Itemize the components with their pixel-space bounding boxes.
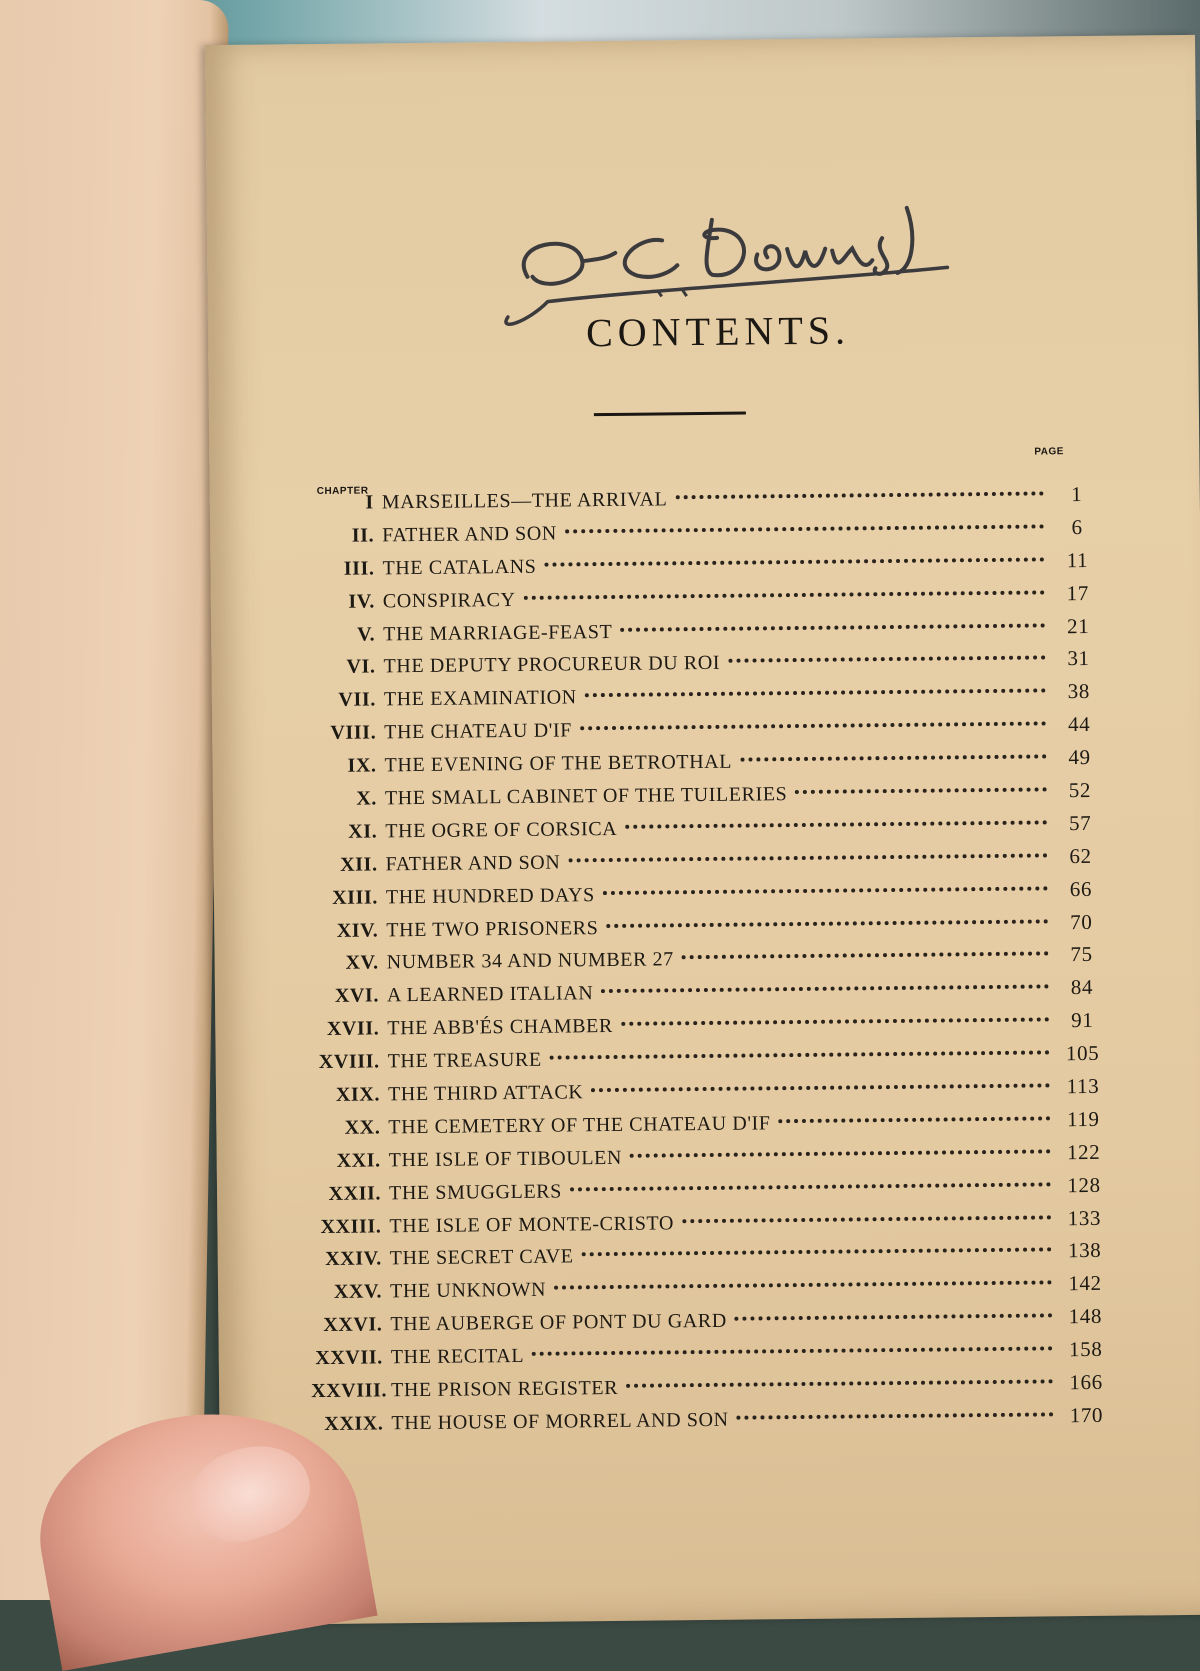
dot-leader	[779, 1116, 1051, 1123]
chapter-number: V.	[357, 622, 376, 646]
dot-leader	[606, 919, 1048, 928]
dot-leader	[603, 886, 1048, 895]
dot-leader	[524, 590, 1045, 599]
dot-leader	[682, 952, 1049, 960]
chapter-number: XI.	[348, 820, 378, 843]
chapter-number: XVI.	[334, 984, 380, 1008]
page-number: 133	[1067, 1205, 1102, 1230]
page-number: 31	[1067, 646, 1090, 671]
chapter-number: XIX.	[335, 1083, 381, 1106]
dot-leader	[550, 1051, 1050, 1060]
chapter-number: I	[365, 491, 374, 514]
chapter-title: MARSEILLES—THE ARRIVAL	[381, 488, 668, 514]
dot-leader	[580, 722, 1046, 731]
chapter-title: THE DEPUTY PROCUREUR DU ROI	[383, 652, 721, 678]
chapter-title: THE CEMETERY OF THE CHATEAU D'IF	[388, 1112, 771, 1139]
dot-leader	[630, 1149, 1051, 1157]
chapter-title: THE AUBERGE OF PONT DU GARD	[390, 1310, 727, 1336]
page-number: 1	[1071, 482, 1083, 507]
dot-leader	[582, 1248, 1052, 1257]
chapter-number: XXVI.	[323, 1313, 383, 1337]
page-number: 21	[1066, 613, 1090, 638]
page-number: 128	[1067, 1172, 1101, 1197]
title-rule	[594, 412, 746, 417]
page-number: 119	[1066, 1106, 1100, 1132]
chapter-title: THE THIRD ATTACK	[387, 1081, 584, 1106]
dot-leader	[728, 656, 1045, 663]
page-title: CONTENTS.	[585, 307, 851, 356]
dot-leader	[625, 820, 1047, 828]
chapter-title: THE OGRE OF CORSICA	[385, 817, 618, 843]
chapter-number: XII.	[340, 853, 378, 876]
chapter-title: FATHER AND SON	[385, 851, 561, 876]
chapter-title: THE HUNDRED DAYS	[385, 883, 595, 909]
dot-leader	[626, 1379, 1053, 1387]
dot-leader	[532, 1347, 1053, 1356]
chapter-number: XVIII.	[318, 1050, 380, 1074]
dot-leader	[737, 1412, 1054, 1419]
dot-leader	[620, 623, 1045, 631]
table-of-contents	[302, 482, 1112, 1444]
dot-leader	[585, 689, 1046, 698]
page-number: 49	[1068, 745, 1091, 770]
page-number: 158	[1068, 1337, 1103, 1362]
dot-leader	[544, 557, 1044, 566]
chapter-title: THE ISLE OF TIBOULEN	[388, 1146, 623, 1172]
chapter-column-header: CHAPTER	[316, 485, 369, 498]
chapter-title: FATHER AND SON	[382, 522, 557, 547]
page-number: 142	[1068, 1271, 1102, 1296]
dot-leader	[568, 853, 1047, 862]
page-number: 57	[1068, 810, 1092, 836]
chapter-title: THE RECITAL	[390, 1345, 525, 1369]
chapter-number: IV.	[348, 590, 375, 613]
chapter-title: A LEARNED ITALIAN	[386, 982, 594, 1007]
page-number: 38	[1067, 679, 1091, 704]
dot-leader	[735, 1314, 1053, 1321]
page-number: 11	[1066, 547, 1089, 572]
chapter-title: CONSPIRACY	[382, 588, 516, 613]
page-number: 113	[1066, 1073, 1100, 1099]
contents-page	[205, 35, 1200, 1625]
chapter-number: II.	[351, 524, 375, 547]
chapter-number: XXI.	[336, 1149, 381, 1172]
page-column-header: PAGE	[1034, 446, 1064, 458]
chapter-title: THE PRISON REGISTER	[391, 1376, 619, 1402]
page-number: 166	[1069, 1369, 1103, 1395]
page-number: 105	[1065, 1041, 1100, 1066]
dot-leader	[591, 1083, 1050, 1092]
dot-leader	[565, 524, 1044, 533]
dot-leader	[795, 787, 1047, 794]
chapter-number: XV.	[345, 951, 379, 975]
chapter-number: XX.	[344, 1116, 381, 1139]
chapter-number: XXII.	[328, 1182, 382, 1205]
dot-leader	[740, 755, 1047, 762]
chapter-number: VII.	[338, 688, 377, 712]
facing-page	[0, 0, 229, 1600]
chapter-title: THE SMALL CABINET OF THE TUILERIES	[384, 783, 788, 810]
page-number: 170	[1069, 1402, 1104, 1428]
chapter-title: THE CHATEAU D'IF	[384, 719, 572, 744]
chapter-title: THE HOUSE OF MORREL AND SON	[391, 1408, 729, 1435]
chapter-number: III.	[343, 557, 375, 580]
dot-leader	[554, 1281, 1052, 1290]
page-number: 62	[1069, 843, 1092, 868]
chapter-number: VI.	[346, 655, 376, 679]
chapter-title: THE ISLE OF MONTE-CRISTO	[389, 1211, 675, 1237]
chapter-number: XIV.	[336, 918, 379, 942]
page-number: 17	[1066, 580, 1090, 605]
chapter-title: THE MARRIAGE-FEAST	[383, 620, 613, 645]
chapter-number: XXVIII.	[311, 1379, 388, 1403]
chapter-number: VIII.	[330, 721, 377, 745]
chapter-title: THE TREASURE	[387, 1048, 542, 1073]
page-number: 66	[1069, 876, 1093, 901]
page-number: 148	[1068, 1304, 1103, 1329]
chapter-title: THE SECRET CAVE	[389, 1245, 574, 1270]
chapter-title: NUMBER 34 AND NUMBER 27	[386, 948, 674, 974]
dot-leader	[682, 1215, 1051, 1223]
chapter-title: THE TWO PRISONERS	[386, 916, 599, 941]
page-number: 91	[1071, 1008, 1094, 1033]
chapter-title: THE UNKNOWN	[389, 1279, 547, 1303]
chapter-title: THE CATALANS	[382, 555, 537, 580]
chapter-number: XXV.	[333, 1280, 383, 1304]
toc-entry	[311, 1403, 1111, 1444]
page-number: 122	[1066, 1139, 1101, 1165]
page-number: 75	[1070, 942, 1093, 967]
dot-leader	[621, 1018, 1049, 1026]
chapter-title: THE EXAMINATION	[383, 686, 577, 711]
chapter-number: X.	[356, 787, 378, 810]
chapter-title: THE EVENING OF THE BETROTHAL	[384, 750, 733, 777]
chapter-number: XXVII.	[315, 1346, 383, 1370]
chapter-number: XVII.	[326, 1017, 380, 1041]
dot-leader	[570, 1182, 1051, 1191]
chapter-number: XXIII.	[320, 1214, 382, 1238]
page-number: 44	[1067, 712, 1091, 737]
dot-leader	[675, 491, 1043, 499]
page-number: 70	[1070, 909, 1093, 934]
chapter-title: THE ABB'ÉS CHAMBER	[387, 1015, 613, 1040]
chapter-number: XXIX.	[324, 1412, 384, 1435]
chapter-number: XIII.	[332, 886, 379, 909]
chapter-number: XXIV.	[325, 1247, 382, 1271]
page-number: 52	[1068, 777, 1092, 803]
page-number: 6	[1071, 514, 1083, 540]
page-number: 138	[1067, 1238, 1102, 1263]
chapter-number: IX.	[347, 754, 377, 777]
dot-leader	[601, 985, 1049, 994]
chapter-title: THE SMUGGLERS	[388, 1180, 562, 1205]
page-number: 84	[1070, 975, 1094, 1000]
